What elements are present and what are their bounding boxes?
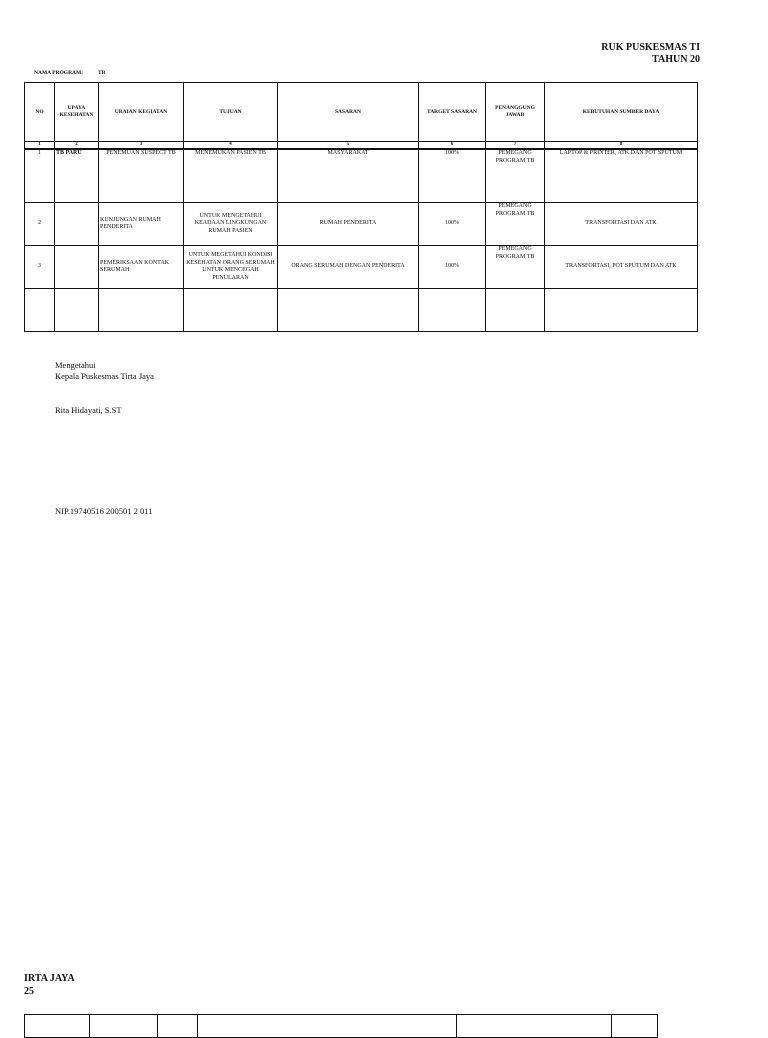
cell-kebutuhan: TRANSFORTASI DAN ATK — [545, 203, 698, 246]
cell-target: 100% — [419, 203, 486, 246]
column-number: 7 — [486, 142, 545, 150]
cell-tujuan: MENEMUKAN PASIEN TB — [184, 149, 278, 203]
column-header: TARGET SASARAN — [419, 83, 486, 142]
column-number-row — [25, 142, 698, 150]
column-header: URAIAN KEGIATAN — [99, 83, 184, 142]
column-number: 1 — [25, 142, 55, 150]
cell-no: 2 — [25, 203, 55, 246]
column-number: 8 — [545, 142, 698, 150]
next-page-title-line2: 25 — [24, 986, 34, 997]
cell-target: 100% — [419, 149, 486, 203]
table-row-empty — [25, 289, 698, 332]
program-value: TB — [98, 70, 106, 76]
column-header: PENANGGUNG JAWAB — [486, 83, 545, 142]
cell-no: 3 — [25, 246, 55, 289]
cell-upaya — [55, 246, 99, 289]
cell-penanggung-jawab: PEMEGANG PROGRAM TB — [486, 203, 545, 246]
cell-sasaran: RUMAH PENDERITA — [278, 203, 419, 246]
signature-position: Kepala Puskesmas Tirta Jaya — [55, 371, 154, 381]
table-row — [25, 203, 698, 246]
column-number: 5 — [278, 142, 419, 150]
cell-sasaran: MASYARAKAT — [278, 149, 419, 203]
cell-kebutuhan: LAPTOP & PRINTER, ATK DAN POT SPUTUM — [545, 149, 698, 203]
cell-sasaran: ORANG SERUMAH DENGAN PENDERITA — [278, 246, 419, 289]
column-header: SASARAN — [278, 83, 419, 142]
signature-name: Rita Hidayati, S.ST — [55, 405, 122, 415]
next-page-table — [24, 1014, 658, 1038]
cell-penanggung-jawab: PEMEGANG PROGRAM TB — [486, 246, 545, 289]
table-row — [25, 246, 698, 289]
document-title-line1: RUK PUSKESMAS TI — [601, 42, 700, 53]
column-number: 2 — [55, 142, 99, 150]
program-label: NAMA PROGRAM: — [34, 70, 84, 76]
next-page-title-line1: IRTA JAYA — [24, 973, 75, 984]
document-title-line2: TAHUN 20 — [652, 54, 700, 65]
column-number: 4 — [184, 142, 278, 150]
cell-uraian: KUNJUNGAN RUMAH PENDERITA — [99, 203, 184, 246]
cell-no: 1 — [25, 149, 55, 203]
table-row — [25, 149, 698, 203]
cell-uraian: PEMERIKSAAN KONTAK SERUMAH — [99, 246, 184, 289]
column-number: 6 — [419, 142, 486, 150]
signature-nip: NIP.19740516 200501 2 011 — [55, 506, 153, 516]
cell-tujuan: UNTUK MEGETAHUI KONDISI KESEHATAN ORANG SERUMAH UNTUK MENCEGAH PENULARAN — [184, 246, 278, 289]
table-row — [25, 1015, 658, 1038]
cell-penanggung-jawab: PEMEGANG PROGRAM TB — [486, 149, 545, 203]
cell-uraian: PENEMUAN SUSPECT TB — [99, 149, 184, 203]
column-header: TUJUAN — [184, 83, 278, 142]
signature-acknowledge: Mengetahui — [55, 360, 96, 370]
cell-kebutuhan: TRANSFORTASI, POT SPUTUM DAN ATK — [545, 246, 698, 289]
cell-upaya — [55, 203, 99, 246]
cell-upaya: TB PARU — [55, 149, 99, 203]
table-header-row — [25, 83, 698, 142]
column-number: 3 — [99, 142, 184, 150]
cell-target: 100% — [419, 246, 486, 289]
column-header: UPAYA KESEHATAN — [55, 83, 99, 142]
ruk-table — [24, 82, 698, 332]
column-header: KEBUTUHAN SUMBER DAYA — [545, 83, 698, 142]
cell-tujuan: UNTUK MENGETAHUI KEADAAN LINGKUNGAN RUMAH PASIEN — [184, 203, 278, 246]
column-header: NO — [25, 83, 55, 142]
